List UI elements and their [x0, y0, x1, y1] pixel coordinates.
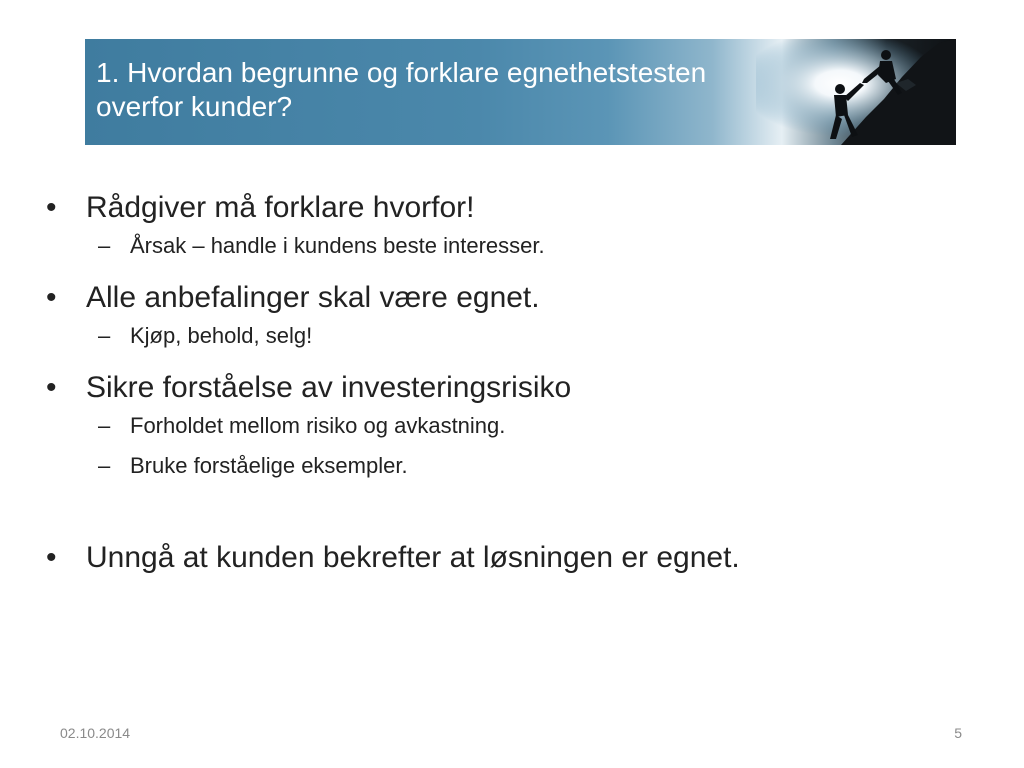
- slide-number: 5: [954, 725, 962, 741]
- bullet-dot-icon: •: [46, 371, 57, 404]
- slide-content: [46, 187, 976, 579]
- dash-icon: –: [98, 323, 111, 348]
- sub-bullet-text: Bruke forståelige eksempler.: [130, 453, 408, 478]
- bullet-text: Rådgiver må forklare hvorfor!: [86, 191, 475, 224]
- bullet-item: [46, 367, 976, 409]
- bullet-item: [46, 537, 976, 579]
- bullet-item: [46, 187, 976, 229]
- bullet-dot-icon: •: [46, 281, 57, 314]
- dash-icon: –: [98, 233, 111, 258]
- footer-date: 02.10.2014: [60, 725, 131, 741]
- sub-bullet-text: Kjøp, behold, selg!: [130, 323, 313, 348]
- bullet-dot-icon: •: [46, 191, 57, 224]
- title-banner: [85, 39, 956, 145]
- bullet-item: [46, 277, 976, 319]
- bullet-text: Sikre forståelse av investeringsrisiko: [86, 371, 572, 404]
- bullet-text: Alle anbefalinger skal være egnet.: [86, 281, 540, 314]
- sub-bullet-item: [46, 409, 976, 443]
- slide-title-line-1: 1. Hvordan begrunne og forklare egnethetstesten: [96, 57, 707, 88]
- dash-icon: –: [98, 453, 111, 478]
- dash-icon: –: [98, 413, 111, 438]
- sub-bullet-item: [46, 449, 976, 483]
- sub-bullet-item: [46, 229, 976, 263]
- bullet-text: Unngå at kunden bekrefter at løsningen er egnet.: [86, 541, 740, 574]
- bullet-dot-icon: •: [46, 541, 57, 574]
- sub-bullet-text: Årsak – handle i kundens beste interesser.: [130, 233, 545, 258]
- sub-bullet-item: [46, 319, 976, 353]
- slide-title-line-2: overfor kunder?: [96, 91, 293, 122]
- sub-bullet-text: Forholdet mellom risiko og avkastning.: [130, 413, 506, 438]
- slide-title: [96, 56, 856, 124]
